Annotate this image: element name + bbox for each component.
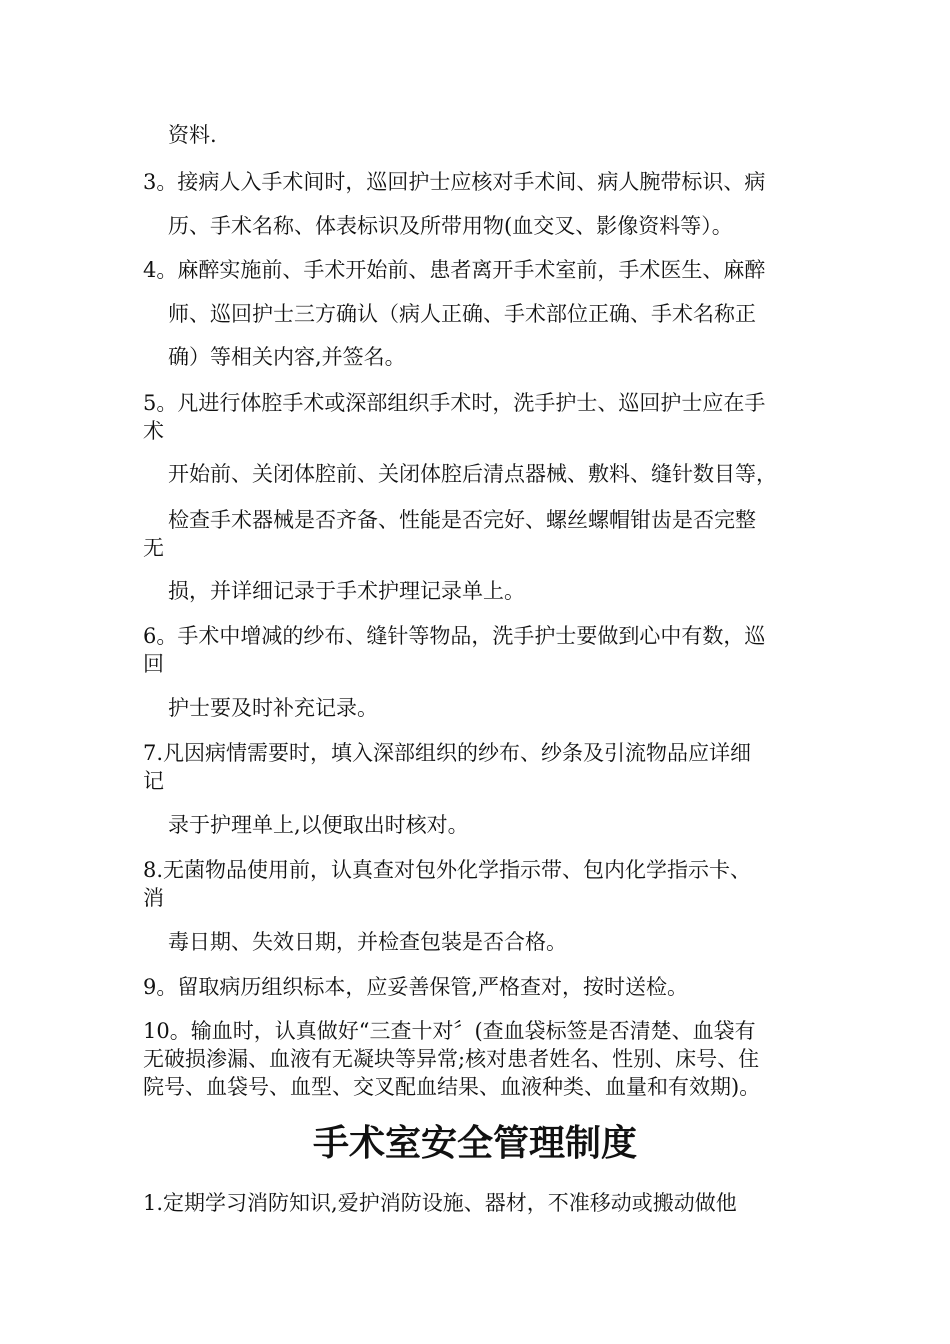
text-line: 毒日期、失效日期，并检查包装是否合格。: [168, 930, 567, 954]
text-line: 8.无菌物品使用前，认真查对包外化学指示带、包内化学指示卡、: [143, 858, 752, 882]
text-line: 消: [143, 886, 164, 910]
text-line: 开始前、关闭体腔前、关闭体腔后清点器械、敷料、缝针数目等，: [168, 462, 777, 486]
text-line: 历、手术名称、体表标识及所带用物(血交叉、影像资料等）。: [168, 214, 733, 238]
section-heading: 手术室安全管理制度: [312, 1123, 637, 1164]
text-line: 1.定期学习消防知识,爱护消防设施、器材，不准移动或搬动做他: [143, 1191, 737, 1215]
text-line: 损，并详细记录于手术护理记录单上。: [168, 579, 525, 603]
text-line: 护士要及时补充记录。: [168, 696, 378, 720]
text-line: 记: [143, 769, 164, 793]
text-line: 回: [143, 652, 164, 676]
text-line: 录于护理单上,以便取出时核对。: [168, 813, 469, 837]
text-line: 无破损渗漏、血液有无凝块等异常;核对患者姓名、性别、床号、住: [143, 1047, 760, 1071]
text-line: 6。手术中增减的纱布、缝针等物品，洗手护士要做到心中有数，巡: [143, 624, 766, 648]
text-line: 4。麻醉实施前、手术开始前、患者离开手术室前，手术医生、麻醉: [143, 258, 766, 282]
text-line: 3。接病人入手术间时，巡回护士应核对手术间、病人腕带标识、病: [143, 170, 766, 194]
text-line: 术: [143, 419, 164, 443]
text-line: 10。输血时，认真做好“三查十对〞(查血袋标签是否清楚、血袋有: [143, 1019, 756, 1043]
text-line: 资料.: [168, 123, 217, 147]
text-line: 确）等相关内容,并签名。: [168, 345, 406, 369]
text-line: 7.凡因病情需要时，填入深部组织的纱布、纱条及引流物品应详细: [143, 741, 752, 765]
text-line: 9。留取病历组织标本，应妥善保管,严格查对，按时送检。: [143, 975, 689, 999]
text-line: 5。凡进行体腔手术或深部组织手术时，洗手护士、巡回护士应在手: [143, 391, 766, 415]
text-line: 师、巡回护士三方确认（病人正确、手术部位正确、手术名称正: [168, 302, 756, 326]
text-line: 检查手术器械是否齐备、性能是否完好、螺丝螺帽钳齿是否完整: [168, 508, 756, 532]
text-line: 无: [143, 536, 164, 560]
text-line: 院号、血袋号、血型、交叉配血结果、血液种类、血量和有效期)。: [143, 1075, 761, 1099]
